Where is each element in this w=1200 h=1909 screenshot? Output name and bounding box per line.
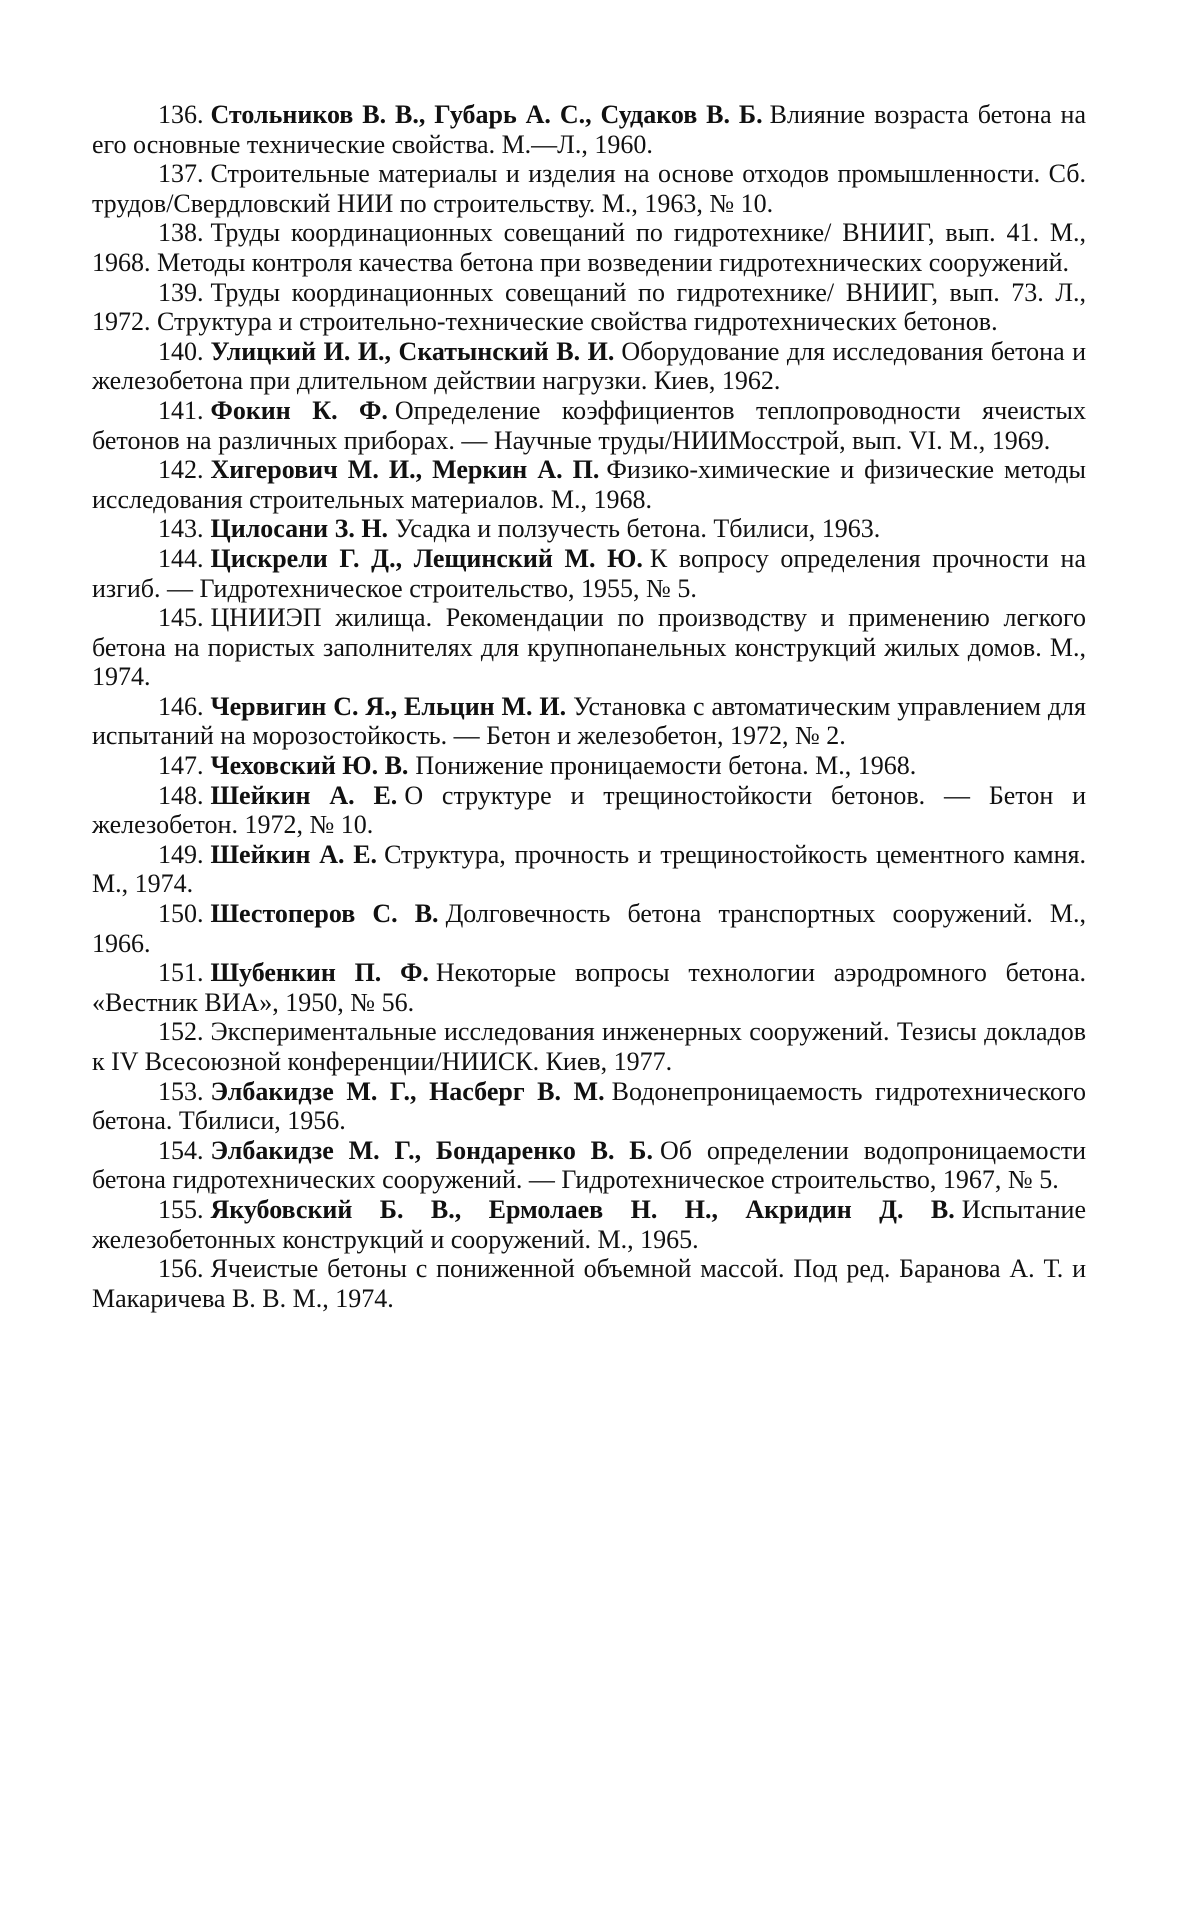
reference-authors: Шейкин А. Е. xyxy=(210,780,398,810)
reference-authors: Шестоперов С. В. xyxy=(210,899,439,929)
reference-entry xyxy=(92,218,1086,277)
reference-authors: Якубовский Б. В., Ермолаев Н. Н., Акридин Д. В. xyxy=(210,1194,955,1224)
reference-number: 136. xyxy=(158,100,204,129)
reference-text: Установка с автоматическим управлением для испытаний на морозостойкость. — Бетон и железобетон, 1972, № 2. xyxy=(92,691,1086,751)
reference-text: К вопросу определения прочности на изгиб. — Гидротехническое строительство, 1955, № 5. xyxy=(92,543,1087,603)
reference-entry xyxy=(92,337,1086,396)
reference-entry xyxy=(92,840,1086,899)
reference-authors: Элбакидзе М. Г., Насберг В. М. xyxy=(210,1076,605,1106)
reference-text: Испытание железобетонных конструкций и сооружений. М., 1965. xyxy=(92,1194,1086,1254)
reference-text: О структуре и трещиностойкости бетонов. — Бетон и железобетон. 1972, № 10. xyxy=(92,780,1086,840)
reference-number: 143. xyxy=(158,514,204,544)
reference-number: 147. xyxy=(158,751,204,781)
reference-entry xyxy=(92,1195,1086,1254)
reference-number: 146. xyxy=(158,691,204,721)
reference-text: Строительные материалы и изделия на основе отходов промышленности. Сб. трудов/Свердловский НИИ по строительству. М., 1963, № 10. xyxy=(92,159,1086,218)
reference-authors: Шейкин А. Е. xyxy=(210,839,378,869)
reference-text: Долговечность бетона транспортных сооружений. М., 1966. xyxy=(92,899,1086,958)
reference-number: 137. xyxy=(158,159,204,189)
reference-entry xyxy=(92,692,1086,751)
reference-entry xyxy=(92,1254,1086,1313)
reference-authors: Шубенкин П. Ф. xyxy=(210,958,429,988)
reference-number: 152. xyxy=(158,1017,204,1047)
reference-entry xyxy=(92,603,1086,692)
reference-entry xyxy=(92,899,1086,958)
reference-text: Физико-химические и физические методы исследования строительных материалов. М., 1968. xyxy=(92,455,1086,514)
reference-number: 139. xyxy=(158,277,204,307)
reference-number: 154. xyxy=(158,1135,204,1165)
reference-text: Некоторые вопросы технологии аэродромного бетона. «Вестник ВИА», 1950, № 56. xyxy=(92,958,1086,1017)
reference-text: Понижение проницаемости бетона. М., 1968. xyxy=(415,751,917,781)
reference-number: 151. xyxy=(158,958,204,988)
reference-entry xyxy=(92,100,1086,159)
reference-text: Оборудование для исследования бетона и железобетона при длительном действии нагрузки. Киев, 1962. xyxy=(92,336,1087,396)
reference-number: 156. xyxy=(158,1254,204,1284)
reference-entry xyxy=(92,455,1086,514)
reference-entry xyxy=(92,1136,1086,1195)
reference-authors: Цискрели Г. Д., Лещинский М. Ю. xyxy=(210,543,643,573)
reference-number: 150. xyxy=(158,899,204,929)
reference-entry xyxy=(92,159,1086,218)
reference-text: Усадка и ползучесть бетона. Тбилиси, 1963. xyxy=(395,514,881,544)
reference-number: 138. xyxy=(158,218,204,248)
reference-entry xyxy=(92,396,1086,455)
reference-number: 141. xyxy=(158,395,204,425)
reference-number: 140. xyxy=(158,336,204,366)
reference-number: 142. xyxy=(158,455,204,485)
reference-text: Труды координационных совещаний по гидротехнике/ ВНИИГ, вып. 41. М., 1968. Методы контроля качества бетона при возведении гидротехнических сооружений. xyxy=(92,218,1086,277)
reference-authors: Элбакидзе М. Г., Бондаренко В. Б. xyxy=(210,1135,653,1165)
reference-authors: Улицкий И. И., Скатынский В. И. xyxy=(210,336,615,366)
reference-text: Определение коэффициентов теплопроводности ячеистых бетонов на различных приборах. — Научные труды/НИИМосстрой, вып. VI. М., 1969. xyxy=(92,395,1086,455)
reference-authors: Фокин К. Ф. xyxy=(210,395,388,425)
reference-entry xyxy=(92,1017,1086,1076)
reference-text: ЦНИИЭП жилища. Рекомендации по производству и применению легкого бетона на пористых заполнителях для крупнопанельных конструкций жилых домов. М., 1974. xyxy=(92,603,1086,692)
reference-authors: Стольников В. В., Губарь А. С., Судаков В. Б. xyxy=(210,100,763,129)
reference-entry xyxy=(92,514,1086,544)
reference-number: 149. xyxy=(158,839,204,869)
reference-text: Влияние возраста бетона на его основные технические свойства. М.—Л., 1960. xyxy=(92,100,1086,159)
reference-authors: Чеховский Ю. В. xyxy=(210,751,409,781)
reference-number: 155. xyxy=(158,1194,204,1224)
reference-number: 153. xyxy=(158,1076,204,1106)
reference-entry xyxy=(92,278,1086,337)
reference-text: Структура, прочность и трещиностойкость цементного камня. М., 1974. xyxy=(92,839,1087,899)
reference-entry xyxy=(92,958,1086,1017)
reference-entry xyxy=(92,781,1086,840)
reference-text: Труды координационных совещаний по гидротехнике/ ВНИИГ, вып. 73. Л., 1972. Структура и строительно-технические свойства гидротехнических бетонов. xyxy=(92,277,1086,337)
reference-number: 144. xyxy=(158,543,204,573)
reference-number: 148. xyxy=(158,780,204,810)
reference-text: Ячеистые бетоны с пониженной объемной массой. Под ред. Баранова А. Т. и Макаричева В. В. М., 1974. xyxy=(92,1254,1086,1313)
reference-entry xyxy=(92,544,1086,603)
reference-text: Водонепроницаемость гидротехнического бетона. Тбилиси, 1956. xyxy=(92,1076,1087,1136)
reference-authors: Червигин С. Я., Ельцин М. И. xyxy=(210,691,567,721)
reference-entry xyxy=(92,1077,1086,1136)
reference-text: Экспериментальные исследования инженерных сооружений. Тезисы докладов к IV Всесоюзной конференции/НИИСК. Киев, 1977. xyxy=(92,1017,1086,1076)
reference-list xyxy=(92,100,1086,1313)
reference-entry xyxy=(92,751,1086,781)
reference-number: 145. xyxy=(158,603,204,633)
reference-authors: Хигерович М. И., Меркин А. П. xyxy=(210,455,600,485)
reference-text: Об определении водопроницаемости бетона гидротехнических сооружений. — Гидротехническое строительство, 1967, № 5. xyxy=(92,1135,1087,1195)
reference-authors: Цилосани З. Н. xyxy=(210,514,389,544)
